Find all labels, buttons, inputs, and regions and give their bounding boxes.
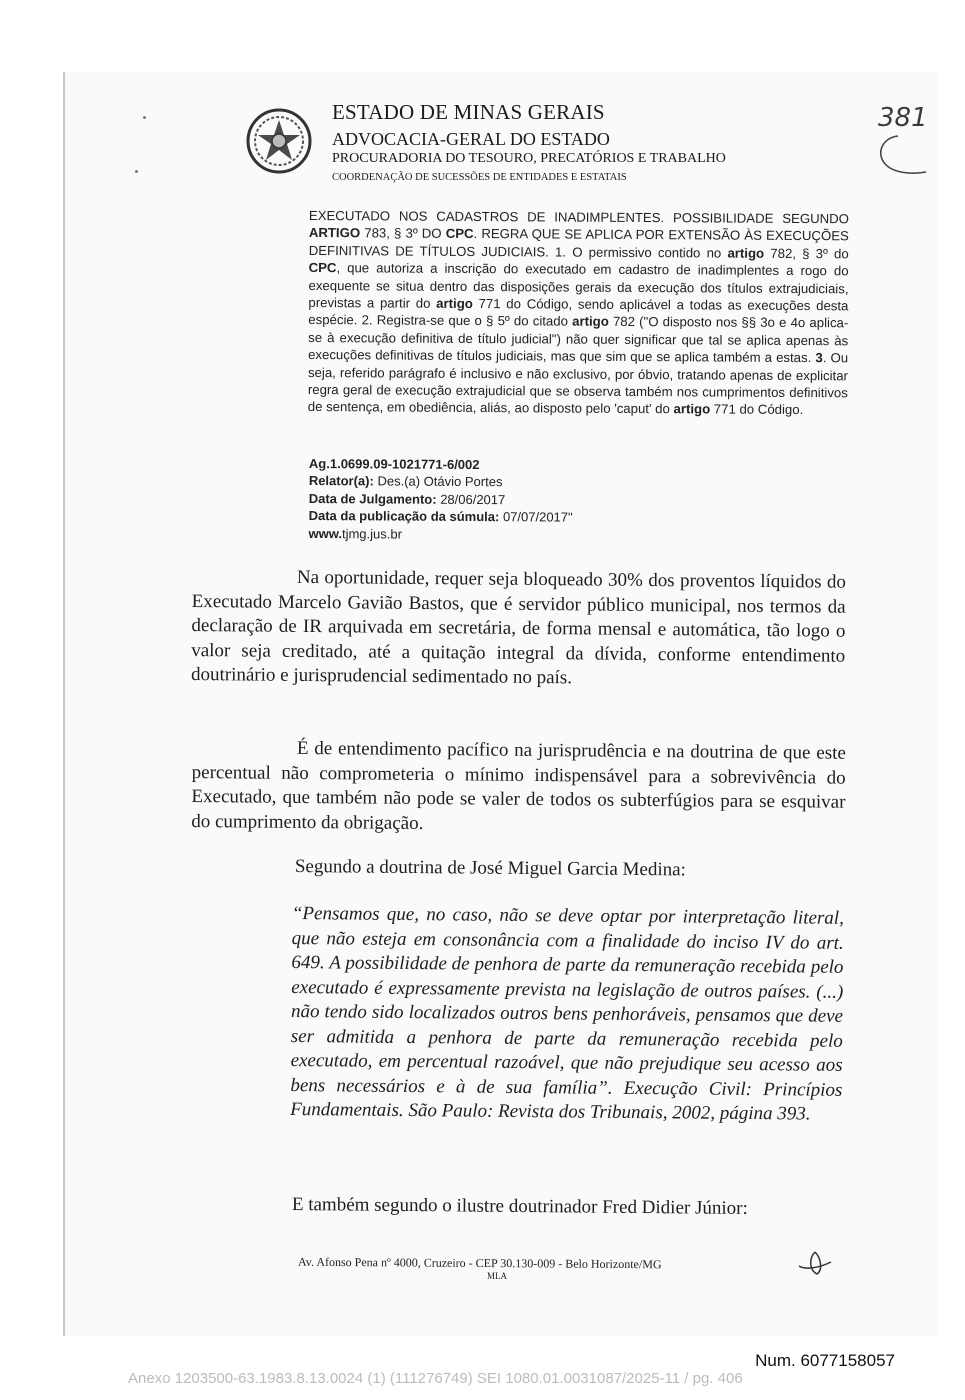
document-number: Num. 6077158057 bbox=[755, 1351, 895, 1370]
citation-metadata bbox=[308, 455, 573, 544]
paragraph-percentage-text: É de entendimento pacífico na jurisprudência e na doutrina de que este percentual não comprometeria o mínimo indispensável para a sobrevivência do Executado, que também não pode se valer de todos os subterfúgios para se esquivar do cumprimento da obrigação. bbox=[191, 737, 846, 834]
paragraph-medina-intro-text: Segundo a doutrina de José Miguel Garcia Medina: bbox=[294, 855, 686, 881]
paragraph-request-text: Na oportunidade, requer seja bloqueado 30% dos proventos líquidos do Executado Marcelo Gavião Bastos, que é servidor público municipal, nos termos da declaração de IR arquivada em secretária, de forma mensal e automática, tão logo o valor seja creditado, até a quitação integral da dívida, conforme entendimento doutrinário e jurisprudencial sedimentado no país. bbox=[190, 566, 846, 689]
rapporteur-value: Des.(a) Otávio Portes bbox=[377, 473, 503, 490]
rapporteur-label: Relator(a): bbox=[308, 473, 374, 489]
medina-quote bbox=[290, 902, 844, 1127]
scan-speck bbox=[135, 170, 138, 173]
medina-quote-text: “Pensamos que, no caso, não se deve optar por interpretação literal, que não esteja em consonância com a finalidade do inciso IV do art. 649. A possibilidade de penhora de parte da remuneração recebida pelo executado é expressamente prevista na legislação de outros países. (...) não tendo sido localizados outros bens penhoráveis, pensamos que deve ser admitida a penhora de parte da remuneração recebida pelo executado, em percentual razoável, que não prejudique seu acesso aos bens necessários e à de sua família”. Execução Civil: Princípios Fundamentais. São Paulo: Revista dos Tribunais, 2002, página 393. bbox=[290, 902, 844, 1125]
header-division: PROCURADORIA DO TESOURO, PRECATÓRIOS E TRABALHO bbox=[332, 151, 726, 166]
case-number: Ag.1.0699.09-1021771-6/002 bbox=[308, 455, 480, 473]
paragraph-request bbox=[191, 565, 846, 693]
scan-speck bbox=[143, 116, 146, 119]
header-state: ESTADO DE MINAS GERAIS bbox=[332, 100, 605, 124]
header-agency: ADVOCACIA-GERAL DO ESTADO bbox=[332, 129, 610, 149]
paragraph-medina-intro bbox=[295, 855, 855, 884]
header-coordination: COORDENAÇÃO DE SUCESSÕES DE ENTIDADES E ESTATAIS bbox=[332, 172, 627, 183]
site-prefix: www. bbox=[308, 525, 343, 541]
publication-date-value: 07/07/2017" bbox=[502, 509, 573, 525]
handwritten-initial-mark bbox=[795, 1248, 835, 1278]
annex-reference: Anexo 1203500-63.1983.8.13.0024 (1) (111276749) SEI 1080.01.0031087/2025-11 / pg. 406 bbox=[128, 1370, 743, 1387]
handwritten-page-number: 381 bbox=[878, 103, 928, 133]
jurisprudence-citation bbox=[308, 207, 849, 419]
publication-date-label: Data da publicação da súmula: bbox=[308, 508, 500, 525]
paragraph-didier-intro bbox=[292, 1193, 852, 1222]
judgment-date-label: Data de Julgamento: bbox=[308, 490, 437, 507]
site-domain: tjmg.jus.br bbox=[341, 525, 403, 542]
paragraph-percentage bbox=[191, 736, 846, 840]
coat-of-arms-seal bbox=[246, 108, 312, 174]
citation-text: EXECUTADO NOS CADASTROS DE INADIMPLENTES. POSSIBILIDADE SEGUNDO ARTIGO 783, § 3º DO CPC. REGRA QUE SE APLICA POR EXTENSÃO ÀS EXECUÇÕES DEFINITIVAS DE TÍTULOS JUDICIAIS. 1. O permissivo contido no artigo 782, § 3º do CPC, que autoriza a inscrição do executado em cadastro de inadimplentes a rogo do exequente se situa dentro das disposições gerais da execução dos títulos extrajudiciais, previstas a partir do artigo 771 do Código, sendo aplicável a todas as execuções desta espécie. 2. Registra-se que o § 5º do citado artigo 782 ("O disposto nos §§ 3o e 4o aplica-se à execução definitiva de título judicial") não quer significar que tal se aplica apenas às execuções definitivas de títulos judiciais, mas que sim que se aplica também a estas. 3. Ou seja, referido parágrafo é inclusivo e não exclusivo, por óbvio, tratando apenas de explicitar regra geral de execução extrajudicial que se observa também nos cumprimentos definitivos de sentença, em obediência, aliás, ao disposto pelo 'caput' do artigo 771 do Código. bbox=[307, 207, 849, 418]
footer-initials: MLA bbox=[487, 1271, 507, 1281]
judgment-date-value: 28/06/2017 bbox=[440, 491, 506, 508]
handwritten-bracket-mark bbox=[868, 132, 928, 178]
paragraph-didier-intro-text: E também segundo o ilustre doutrinador Fred Didier Júnior: bbox=[291, 1194, 748, 1219]
footer-address: Av. Afonso Pena nº 4000, Cruzeiro - CEP 30.130-009 - Belo Horizonte/MG bbox=[297, 1254, 662, 1272]
